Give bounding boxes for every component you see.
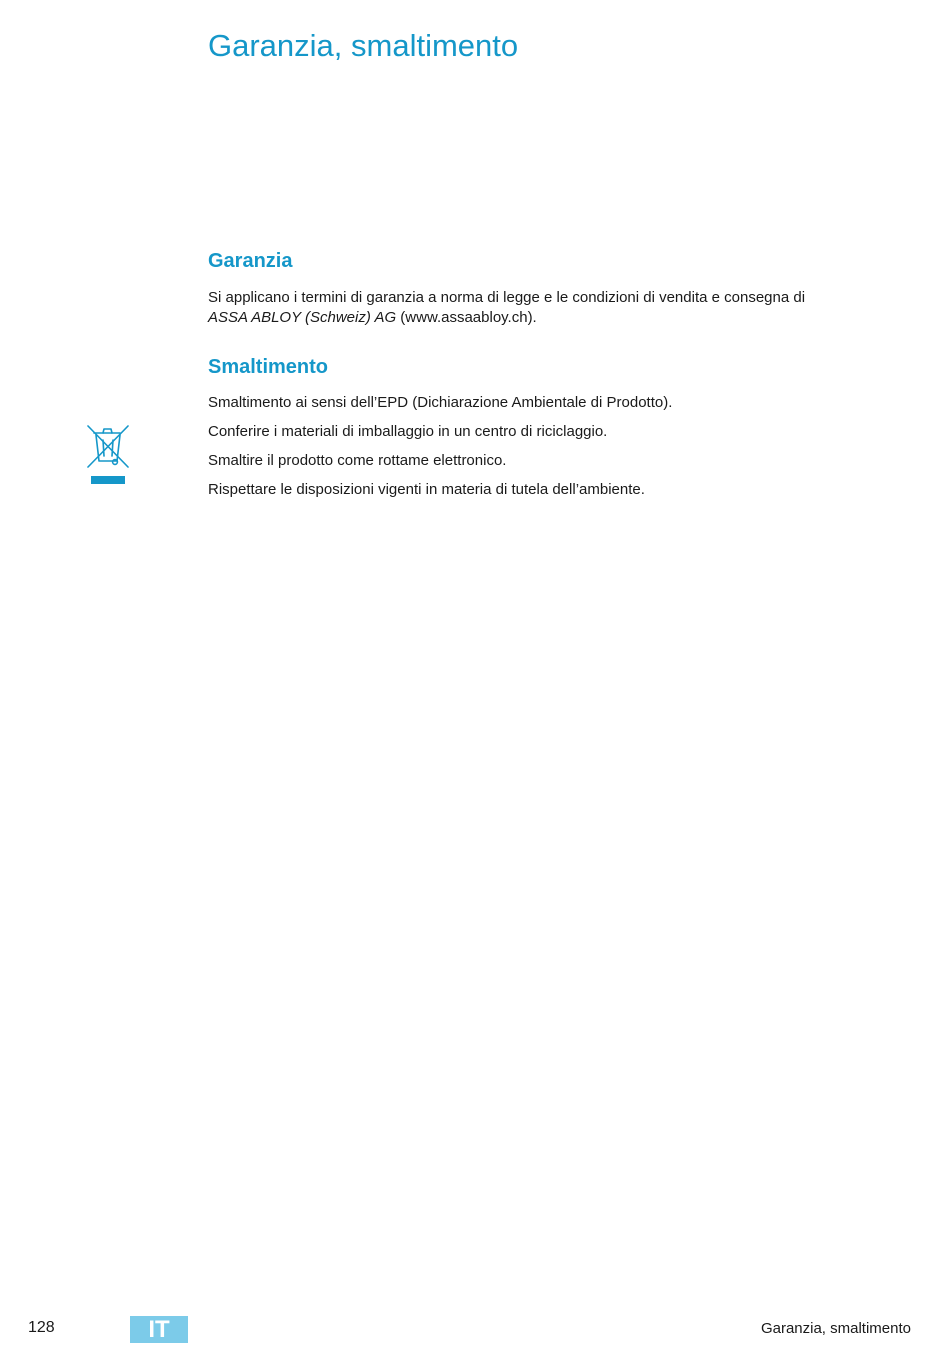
disposal-paragraph-3: Smaltire il prodotto come rottame elettronico.: [208, 452, 507, 469]
company-name: ASSA ABLOY (Schweiz) AG: [208, 309, 397, 326]
disposal-heading: Smaltimento: [208, 356, 329, 378]
page-number: 128: [28, 1319, 55, 1336]
disposal-paragraph-2: Conferire i materiali di imballaggio in un centro di riciclaggio.: [208, 423, 608, 440]
footer-section-title: Garanzia, smaltimento: [760, 1320, 911, 1337]
crossed-out-wheelie-bin-icon: [86, 422, 130, 488]
page-title: Garanzia, smaltimento: [208, 28, 519, 63]
language-badge: IT: [130, 1316, 188, 1343]
disposal-paragraph-4: Rispettare le disposizioni vigenti in materia di tutela dell’ambiente.: [208, 481, 645, 498]
warranty-heading: Garanzia: [208, 250, 293, 272]
warranty-text-line2: (www.assaabloy.ch).: [396, 309, 537, 326]
warranty-paragraph: [208, 288, 805, 328]
disposal-paragraph-1: Smaltimento ai sensi dell’EPD (Dichiarazione Ambientale di Prodotto).: [208, 394, 673, 411]
warranty-text-line1: Si applicano i termini di garanzia a norma di legge e le condizioni di vendita e consegna di: [208, 289, 806, 306]
